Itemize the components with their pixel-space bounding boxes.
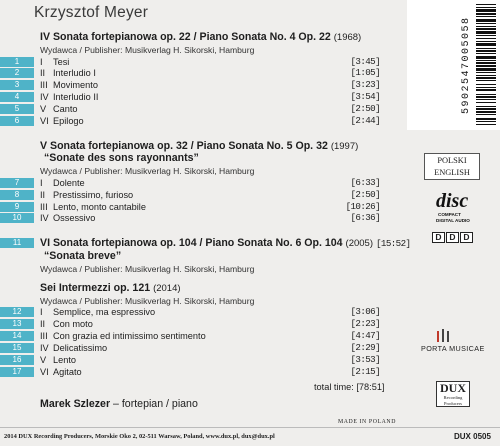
barcode-bar — [476, 19, 496, 22]
track-movement-number: IV — [40, 213, 49, 223]
track-row[interactable] — [0, 92, 380, 103]
language-polish: POLSKI — [437, 156, 467, 165]
work-title — [40, 31, 361, 43]
work-title-text: Sei Intermezzi op. 121 — [40, 282, 151, 294]
work-year: (1997) — [330, 141, 359, 152]
barcode-bar — [476, 108, 496, 110]
publisher-line: Wydawca / Publisher: Musikverlag H. Sikorski, Hamburg — [40, 45, 255, 55]
track-number: 4 — [0, 92, 34, 102]
publisher-line: Wydawca / Publisher: Musikverlag H. Sikorski, Hamburg — [40, 264, 255, 274]
barcode-bar — [476, 23, 496, 24]
barcode-bar — [476, 124, 496, 125]
barcode-bar — [476, 7, 496, 8]
track-duration: [15:52] — [376, 238, 411, 249]
track-duration: [3:45] — [350, 56, 380, 67]
track-movement-number: III — [40, 331, 48, 341]
publisher-line: Wydawca / Publisher: Musikverlag H. Sikorski, Hamburg — [40, 166, 255, 176]
barcode-bar — [476, 94, 496, 95]
work-year: (2005) — [345, 238, 374, 249]
track-title: Agitato — [53, 367, 82, 377]
track-movement-number: I — [40, 307, 43, 317]
track-duration: [3:54] — [350, 91, 380, 102]
track-row[interactable] — [0, 213, 380, 224]
track-movement-number: I — [40, 57, 43, 67]
track-movement-number: III — [40, 80, 48, 90]
barcode-bar — [476, 53, 496, 54]
cd-logo-line1: COMPACT — [438, 212, 461, 217]
track-title: Epilogo — [53, 116, 84, 126]
barcode-bar — [476, 26, 496, 27]
track-row[interactable] — [0, 331, 380, 342]
track-number: 13 — [0, 319, 34, 329]
track-duration: [2:50] — [350, 103, 380, 114]
track-row[interactable] — [0, 57, 380, 68]
track-row[interactable] — [0, 190, 380, 201]
work-year: (2014) — [153, 283, 181, 294]
barcode-bar — [476, 87, 496, 88]
work-title-text: VI Sonata fortepianowa op. 104 / Piano Sonata No. 6 Op. 104 — [40, 237, 343, 249]
track-row[interactable] — [0, 367, 380, 378]
track-duration: [2:29] — [350, 342, 380, 353]
work-title — [40, 282, 181, 294]
work-subtitle: “Sonata breve” — [44, 250, 122, 262]
track-title: Con grazia ed intimissimo sentimento — [53, 331, 206, 341]
barcode-number: 5902547005058 — [461, 16, 472, 114]
track-movement-number: VI — [40, 367, 49, 377]
barcode-bar — [476, 28, 496, 30]
track-duration: [2:50] — [350, 189, 380, 200]
barcode-bar — [476, 9, 496, 12]
track-title: Lento — [53, 355, 76, 365]
dux-logo-name: DUX — [440, 381, 466, 395]
track-movement-number: IV — [40, 343, 49, 353]
work-year: (1968) — [333, 32, 362, 43]
barcode-bar — [476, 4, 496, 5]
barcode-bar — [476, 38, 496, 39]
ddd-letter: D — [460, 232, 473, 243]
track-title: Lento, monto cantabile — [53, 202, 146, 212]
track-duration: [2:23] — [350, 318, 380, 329]
porta-musicae-label: PORTA MUSICAE — [421, 344, 485, 353]
track-row[interactable] — [0, 319, 380, 330]
barcode-bar — [476, 65, 496, 67]
track-number: 11 — [0, 238, 34, 248]
track-number: 15 — [0, 343, 34, 353]
barcode-bar — [476, 114, 496, 115]
barcode-bar — [476, 31, 496, 34]
cd-logo-line2: DIGITAL AUDIO — [436, 218, 470, 223]
ddd-code — [432, 232, 473, 243]
barcode-bar — [476, 72, 496, 73]
work-title-text: V Sonata fortepianowa op. 32 / Piano Sonata No. 5 Op. 32 — [40, 140, 328, 152]
track-duration: [2:15] — [350, 366, 380, 377]
track-duration: [2:44] — [350, 115, 380, 126]
track-row[interactable] — [0, 202, 380, 213]
track-duration: [3:53] — [350, 354, 380, 365]
track-row[interactable] — [0, 80, 380, 91]
track-duration: [6:33] — [350, 177, 380, 188]
track-title: Con moto — [53, 319, 93, 329]
ddd-letter: D — [446, 232, 459, 243]
track-duration: [4:47] — [350, 330, 380, 341]
track-number: 1 — [0, 57, 34, 67]
total-time: total time: [78:51] — [314, 382, 385, 392]
language-english: ENGLISH — [434, 168, 470, 177]
barcode-bar — [476, 89, 496, 91]
copyright-line: 2014 DUX Recording Producers, Morskie Oko 2, 02-511 Warsaw, Poland, www.dux.pl, dux@dux.pl — [4, 433, 275, 440]
ddd-letter: D — [432, 232, 445, 243]
barcode-bar — [476, 99, 496, 100]
track-number: 12 — [0, 307, 34, 317]
barcode-bar — [476, 62, 496, 64]
track-title: Delicatissimo — [53, 343, 108, 353]
barcode-bar — [476, 16, 496, 17]
footer-divider — [0, 427, 500, 428]
work-title — [40, 140, 358, 152]
track-title: Dolente — [53, 178, 85, 188]
track-duration: [3:23] — [350, 79, 380, 90]
made-in-label: MADE IN POLAND — [338, 419, 396, 425]
track-number: 7 — [0, 178, 34, 188]
track-title: Interludio I — [53, 68, 96, 78]
track-title: Tesi — [53, 57, 70, 67]
track-duration: [1:05] — [350, 67, 380, 78]
track-number: 10 — [0, 213, 34, 223]
barcode-bar — [476, 84, 496, 85]
performer-role: – fortepian / piano — [113, 398, 198, 410]
track-movement-number: II — [40, 190, 46, 200]
track-number: 5 — [0, 104, 34, 114]
track-row[interactable] — [0, 116, 380, 127]
track-title: Semplice, ma espressivo — [53, 307, 156, 317]
track-duration: [10:26] — [345, 201, 380, 212]
track-movement-number: VI — [40, 116, 49, 126]
publisher-line: Wydawca / Publisher: Musikverlag H. Sikorski, Hamburg — [40, 296, 255, 306]
work-title-text: IV Sonata fortepianowa op. 22 / Piano Sonata No. 4 Op. 22 — [40, 31, 331, 43]
svg-text:disc: disc — [436, 190, 469, 212]
dux-logo — [436, 381, 470, 407]
track-title: Interludio II — [53, 92, 99, 102]
track-title: Prestissimo, furioso — [53, 190, 134, 200]
track-row[interactable] — [0, 355, 380, 366]
track-row[interactable] — [0, 343, 380, 354]
barcode-bar — [476, 41, 496, 42]
compact-disc-logo-icon — [432, 189, 474, 225]
track-number: 17 — [0, 367, 34, 377]
barcode-bar — [476, 75, 496, 76]
track-number: 9 — [0, 202, 34, 212]
track-movement-number: I — [40, 178, 43, 188]
language-box — [424, 153, 480, 180]
catalog-number: DUX 0505 — [454, 432, 491, 441]
track-title: Canto — [53, 104, 78, 114]
track-number: 6 — [0, 116, 34, 126]
track-movement-number: II — [40, 319, 46, 329]
track-movement-number: II — [40, 68, 46, 78]
performer — [40, 398, 198, 410]
composer-name: Krzysztof Meyer — [34, 4, 149, 21]
barcode-bar — [476, 96, 496, 98]
track-row[interactable] — [0, 307, 380, 318]
barcode-icon — [476, 4, 496, 126]
barcode-bar — [476, 43, 496, 46]
track-duration: [6:36] — [350, 212, 380, 223]
track-row[interactable] — [0, 178, 380, 189]
barcode-bar — [476, 48, 496, 49]
track-row[interactable] — [0, 104, 380, 115]
track-number: 14 — [0, 331, 34, 341]
barcode-bar — [476, 111, 496, 113]
dux-logo-sub: Recording Producers — [443, 395, 463, 406]
barcode-bar — [476, 35, 496, 36]
barcode-bar — [476, 77, 496, 79]
barcode-bar — [476, 121, 496, 122]
barcode-bar — [476, 68, 496, 71]
barcode-bar — [476, 50, 496, 52]
track-title: Movimento — [53, 80, 98, 90]
track-movement-number: V — [40, 355, 47, 365]
track-number: 16 — [0, 355, 34, 365]
track-title: Ossessivo — [53, 213, 96, 223]
work-title — [40, 237, 373, 249]
work-subtitle: “Sonate des sons rayonnants” — [44, 152, 199, 164]
porta-musicae-logo-icon — [434, 329, 454, 343]
barcode-bar — [476, 118, 496, 120]
track-row[interactable] — [0, 68, 380, 79]
barcode-bar — [476, 102, 496, 103]
performer-name: Marek Szlezer — [40, 398, 111, 410]
track-number: 2 — [0, 68, 34, 78]
track-movement-number: IV — [40, 92, 49, 102]
barcode-bar — [476, 56, 496, 59]
track-number: 3 — [0, 80, 34, 90]
track-movement-number: III — [40, 202, 48, 212]
barcode-bar — [476, 13, 496, 15]
track-duration: [3:06] — [350, 306, 380, 317]
track-number: 8 — [0, 190, 34, 200]
barcode-bar — [476, 80, 496, 81]
track-movement-number: V — [40, 104, 47, 114]
barcode-bar — [476, 60, 496, 61]
barcode-bar — [476, 106, 496, 107]
